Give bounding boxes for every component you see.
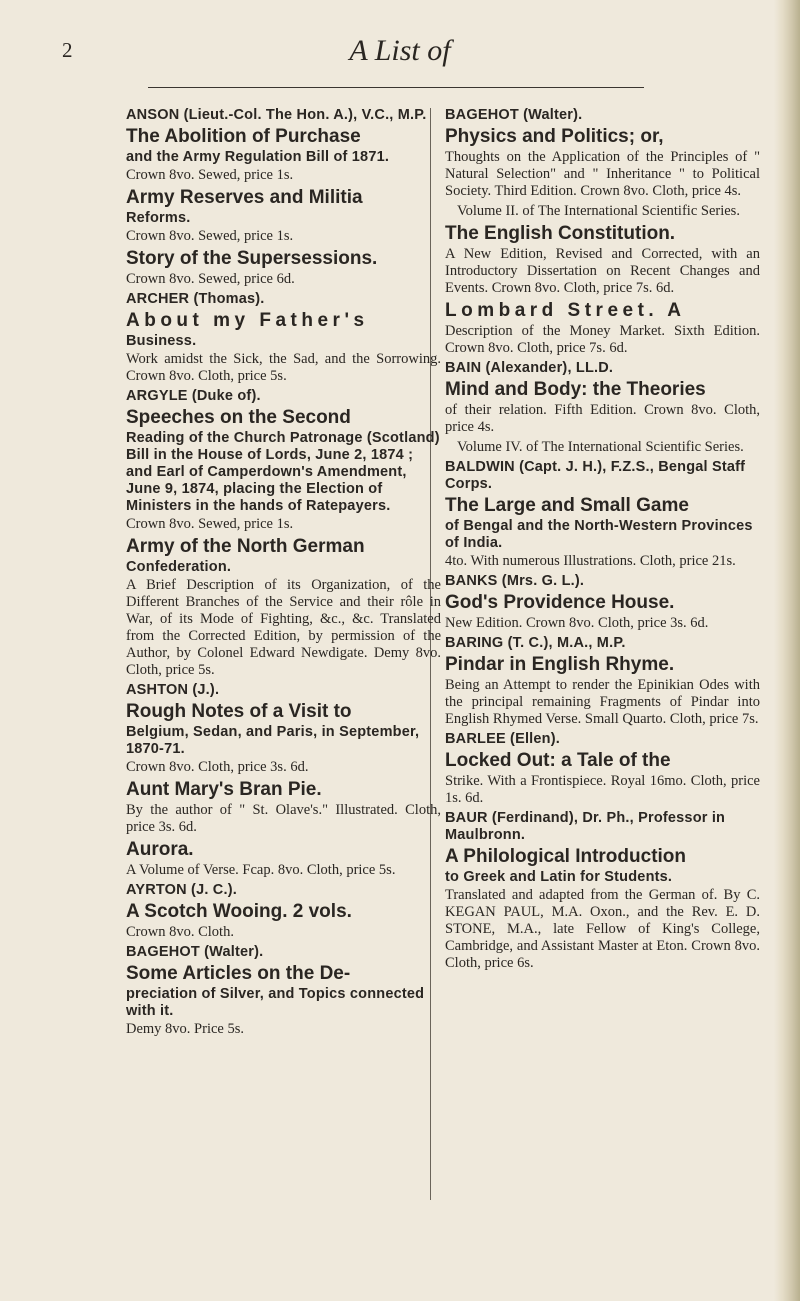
author-heading: BARING (T. C.), M.A., M.P. — [445, 635, 626, 651]
book-entry — [126, 187, 441, 245]
book-description: Thoughts on the Application of the Principles of " Natural Selection" and " Inheritance " to Political Society. Third Edition. Crown 8vo. Cloth, price 4s. — [445, 149, 760, 199]
book-title: A Scotch Wooing. 2 vols. — [126, 901, 352, 922]
author-heading: ARCHER (Thomas). — [126, 291, 265, 307]
author-heading: BAGEHOT (Walter). — [445, 107, 583, 123]
book-title-continued: Business. — [126, 333, 197, 349]
author-heading: ARGYLE (Duke of). — [126, 388, 261, 404]
book-description: Crown 8vo. Cloth, price 3s. 6d. — [126, 759, 309, 775]
book-title: Some Articles on the De- — [126, 963, 351, 984]
book-description: Demy 8vo. Price 5s. — [126, 1021, 244, 1037]
book-title-continued: Reading of the Church Patronage (Scotland) Bill in the House of Lords, June 2, 1874 ; and Earl of Camperdown's Amendment, June 9, 1874, placing the Election of Ministers in the hands of Ratepayers. — [126, 430, 440, 514]
author-heading: BAGEHOT (Walter). — [126, 944, 264, 960]
author-heading: ANSON (Lieut.-Col. The Hon. A.), V.C., M.P. — [126, 107, 427, 123]
book-description: of their relation. Fifth Edition. Crown 8vo. Cloth, price 4s. — [445, 402, 760, 435]
book-description: Crown 8vo. Cloth. — [126, 924, 234, 940]
series-note: Volume II. of The International Scientific Series. — [457, 203, 740, 219]
book-description: A New Edition, Revised and Corrected, with an Introductory Dissertation on Recent Changes and Events. Crown 8vo. Cloth, price 7s. 6d. — [445, 246, 760, 296]
book-title: God's Providence House. — [445, 592, 675, 613]
book-entry — [126, 701, 441, 776]
page-edge-shadow — [774, 0, 800, 1301]
book-title: A Philological Introduction — [445, 846, 687, 867]
book-description: A Volume of Verse. Fcap. 8vo. Cloth, price 5s. — [126, 862, 396, 878]
author-heading: BALDWIN (Capt. J. H.), F.Z.S., Bengal Staff Corps. — [445, 459, 746, 492]
book-title: About my Father's — [126, 310, 369, 331]
book-title: Aunt Mary's Bran Pie. — [126, 779, 322, 800]
author-heading: BAUR (Ferdinand), Dr. Ph., Professor in Maulbronn. — [445, 810, 726, 843]
book-description: Crown 8vo. Sewed, price 1s. — [126, 516, 294, 532]
book-entry — [126, 407, 441, 533]
book-title: The Large and Small Game — [445, 495, 689, 516]
author-heading: BARLEE (Ellen). — [445, 731, 560, 747]
book-title: The English Constitution. — [445, 223, 676, 244]
book-title-continued: preciation of Silver, and Topics connected with it. — [126, 986, 425, 1019]
book-entry — [445, 846, 760, 972]
book-description: Description of the Money Market. Sixth Edition. Crown 8vo. Cloth, price 7s. 6d. — [445, 323, 760, 356]
book-description: Being an Attempt to render the Epinikian Odes with the principal remaining Fragments of Pindar into English Rhymed Verse. Small Quarto. Cloth, price 7s. — [445, 677, 760, 727]
book-entry — [126, 779, 441, 836]
book-entry — [445, 495, 760, 570]
book-description: By the author of " St. Olave's." Illustrated. Cloth, price 3s. 6d. — [126, 802, 441, 835]
page-number: 2 — [62, 38, 73, 62]
book-entry — [445, 126, 760, 220]
author-heading: ASHTON (J.). — [126, 682, 220, 698]
book-title: Story of the Supersessions. — [126, 248, 378, 269]
book-title: Lombard Street. A — [445, 300, 686, 321]
book-title: Army of the North German — [126, 536, 365, 557]
book-description: Crown 8vo. Sewed, price 6d. — [126, 271, 295, 287]
book-description: 4to. With numerous Illustrations. Cloth, price 21s. — [445, 553, 736, 569]
author-heading: AYRTON (J. C.). — [126, 882, 237, 898]
book-entry — [126, 963, 441, 1038]
left-column — [126, 107, 441, 1041]
book-title-continued: Reforms. — [126, 210, 191, 226]
book-entry — [445, 379, 760, 456]
book-title: The Abolition of Purchase — [126, 126, 361, 147]
book-entry — [126, 901, 441, 941]
book-title-continued: Confederation. — [126, 559, 232, 575]
book-entry — [126, 310, 441, 385]
book-title-continued: and the Army Regulation Bill of 1871. — [126, 149, 390, 165]
book-description: Crown 8vo. Sewed, price 1s. — [126, 228, 294, 244]
book-description: Work amidst the Sick, the Sad, and the Sorrowing. Crown 8vo. Cloth, price 5s. — [126, 351, 441, 384]
book-description: Translated and adapted from the German of. By C. KEGAN PAUL, M.A. Oxon., and the Rev. E. D. STONE, M.A., late Fellow of King's College, Cambridge, and Assistant Master at Eton. Crown 8vo. Cloth, price 6s. — [445, 887, 760, 971]
book-description: New Edition. Crown 8vo. Cloth, price 3s. 6d. — [445, 615, 709, 631]
book-title-continued: of Bengal and the North-Western Provinces of India. — [445, 518, 753, 551]
book-title: Physics and Politics; or, — [445, 126, 664, 147]
book-title: Locked Out: a Tale of the — [445, 750, 671, 771]
book-title: Pindar in English Rhyme. — [445, 654, 675, 675]
right-column — [445, 107, 760, 975]
book-title: Rough Notes of a Visit to — [126, 701, 352, 722]
book-description: Strike. With a Frontispiece. Royal 16mo. Cloth, price 1s. 6d. — [445, 773, 760, 806]
running-title: A List of — [349, 34, 451, 67]
book-title-continued: Belgium, Sedan, and Paris, in September, 1870-71. — [126, 724, 420, 757]
book-entry — [126, 839, 441, 879]
header-rule — [148, 87, 644, 88]
series-note: Volume IV. of The International Scientific Series. — [457, 439, 744, 455]
book-entry — [126, 248, 441, 288]
book-entry — [445, 592, 760, 632]
book-description: Crown 8vo. Sewed, price 1s. — [126, 167, 294, 183]
book-entry — [126, 536, 441, 679]
book-title: Army Reserves and Militia — [126, 187, 363, 208]
book-title: Speeches on the Second — [126, 407, 351, 428]
book-title: Mind and Body: the Theories — [445, 379, 706, 400]
book-entry — [445, 300, 760, 357]
book-description: A Brief Description of its Organization, of the Different Branches of the Service and their rôle in War, of its Mode of Fighting, &c., &c. Translated from the Corrected Edition, by permission of the Author, by Colonel Edward Newdigate. Demy 8vo. Cloth, price 5s. — [126, 577, 441, 678]
book-entry — [445, 223, 760, 297]
book-entry — [445, 654, 760, 728]
book-title-continued: to Greek and Latin for Students. — [445, 869, 673, 885]
author-heading: BANKS (Mrs. G. L.). — [445, 573, 585, 589]
book-entry — [126, 126, 441, 184]
book-entry — [445, 750, 760, 807]
author-heading: BAIN (Alexander), LL.D. — [445, 360, 614, 376]
book-title: Aurora. — [126, 839, 194, 860]
